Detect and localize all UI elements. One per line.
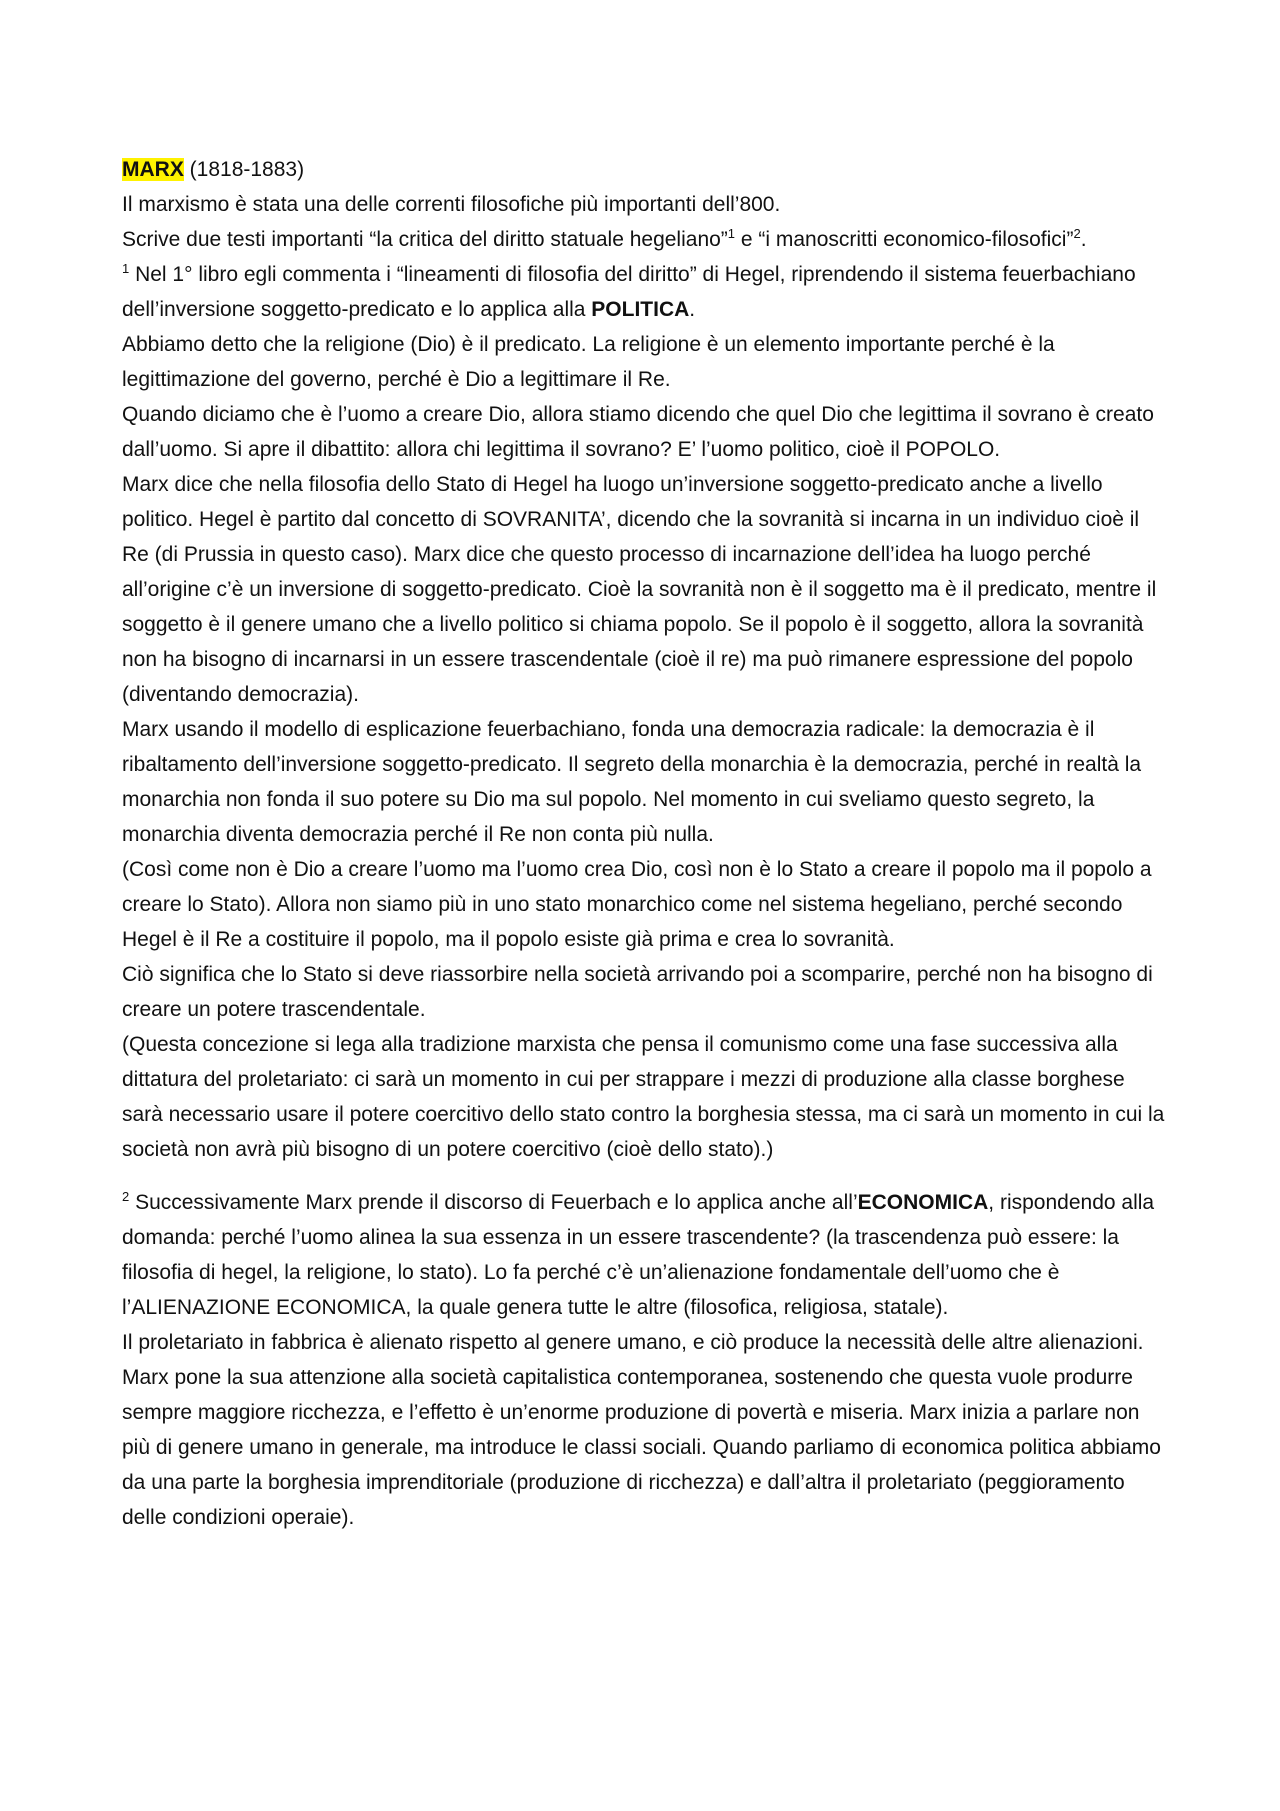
section2-marker: 2	[122, 1189, 130, 1204]
section2-paragraph-2: Il proletariato in fabbrica è alienato rispetto al genere umano, e ciò produce la necessità delle altre alienazioni.	[122, 1331, 1144, 1354]
title-dates: (1818-1883)	[183, 158, 305, 181]
footnote-ref-2: 2	[1073, 226, 1081, 241]
section1-paragraph-5: Marx usando il modello di esplicazione feuerbachiano, fonda una democrazia radicale: la democrazia è il ribaltamento dell’inversione soggetto-predicato. Il segreto della monarchia è la democrazia, perché in realtà la monarchia non fonda il suo potere su Dio ma sul popolo. Nel momento in cui sveliamo questo segreto, la monarchia diventa democrazia perché il Re non conta più nulla.	[122, 718, 1142, 846]
section1-paragraph-6: (Così come non è Dio a creare l’uomo ma l’uomo crea Dio, così non è lo Stato a creare il popolo ma il popolo a creare lo Stato). Allora non siamo più in uno stato monarchico come nel sistema hegeliano, perché secondo Hegel è il Re a costituire il popolo, ma il popolo esiste già prima e crea lo sovranità.	[122, 858, 1152, 951]
intro-text-c: .	[1080, 228, 1087, 251]
title-name-highlight: MARX	[122, 158, 184, 181]
section2-p1-bold: ECONOMICA	[857, 1191, 989, 1214]
section1-paragraph-3: Quando diciamo che è l’uomo a creare Dio, allora stiamo dicendo che quel Dio che legittima il sovrano è creato dall’uomo. Si apre il dibattito: allora chi legittima il sovrano? E’ l’uomo politico, cioè il POPOLO.	[122, 403, 1154, 461]
section1-p1-text-b: .	[689, 298, 696, 321]
intro-text-b: e “i manoscritti economico-filosofici”	[735, 228, 1074, 251]
section2-paragraph-1	[122, 1185, 1168, 1325]
section2-p1-text-a: Successivamente Marx prende il discorso di Feuerbach e lo applica anche all’	[129, 1191, 858, 1214]
section1-paragraph-1	[122, 257, 1168, 327]
section2-p1-text-b: , rispondendo alla domanda: perché l’uomo alinea la sua essenza in un essere trascendente? (la trascendenza può essere: la filosofia di hegel, la religione, lo stato). Lo fa perché c’è un’alienazione fondamentale dell’uomo che è l’ALIENAZIONE ECONOMICA, la quale genera tutte le altre (filosofica, religiosa, statale).	[122, 1191, 1155, 1319]
intro-text-a: Scrive due testi importanti “la critica del diritto statuale hegeliano”	[122, 228, 728, 251]
intro-line-1: Il marxismo è stata una delle correnti filosofiche più importanti dell’800.	[122, 193, 781, 216]
title-line	[122, 152, 1168, 187]
section1-paragraph-8: (Questa concezione si lega alla tradizione marxista che pensa il comunismo come una fase successiva alla dittatura del proletariato: ci sarà un momento in cui per strappare i mezzi di produzione alla classe borghese sarà necessario usare il potere coercitivo dello stato contro la borghesia stessa, ma ci sarà un momento in cui la società non avrà più bisogno di un potere coercitivo (cioè dello stato).)	[122, 1033, 1165, 1161]
section1-paragraph-7: Ciò significa che lo Stato si deve riassorbire nella società arrivando poi a scomparire, perché non ha bisogno di creare un potere trascendentale.	[122, 963, 1153, 1021]
section2-paragraph-3: Marx pone la sua attenzione alla società capitalistica contemporanea, sostenendo che questa vuole produrre sempre maggiore ricchezza, e l’effetto è un’enorme produzione di povertà e miseria. Marx inizia a parlare non più di genere umano in generale, ma introduce le classi sociali. Quando parliamo di economica politica abbiamo da una parte la borghesia imprenditoriale (produzione di ricchezza) e dall’altra il proletariato (peggioramento delle condizioni operaie).	[122, 1366, 1161, 1529]
section1-marker: 1	[122, 261, 130, 276]
intro-line-2	[122, 222, 1168, 257]
section1-paragraph-2: Abbiamo detto che la religione (Dio) è il predicato. La religione è un elemento importante perché è la legittimazione del governo, perché è Dio a legittimare il Re.	[122, 333, 1055, 391]
footnote-ref-1: 1	[727, 226, 736, 241]
section-gap	[122, 1167, 1168, 1185]
section1-paragraph-4: Marx dice che nella filosofia dello Stato di Hegel ha luogo un’inversione soggetto-predicato anche a livello politico. Hegel è partito dal concetto di SOVRANITA’, dicendo che la sovranità si incarna in un individuo cioè il Re (di Prussia in questo caso). Marx dice che questo processo di incarnazione dell’idea ha luogo perché all’origine c’è un inversione di soggetto-predicato. Cioè la sovranità non è il soggetto ma è il predicato, mentre il soggetto è il genere umano che a livello politico si chiama popolo. Se il popolo è il soggetto, allora la sovranità non ha bisogno di incarnarsi in un essere trascendentale (cioè il re) ma può rimanere espressione del popolo (diventando democrazia).	[122, 473, 1157, 706]
document-page	[122, 152, 1168, 1535]
section1-p1-bold: POLITICA	[591, 298, 690, 321]
section1-p1-text-a: Nel 1° libro egli commenta i “lineamenti di filosofia del diritto” di Hegel, riprendendo il sistema feuerbachiano dell’inversione soggetto-predicato e lo applica alla	[122, 263, 1136, 321]
